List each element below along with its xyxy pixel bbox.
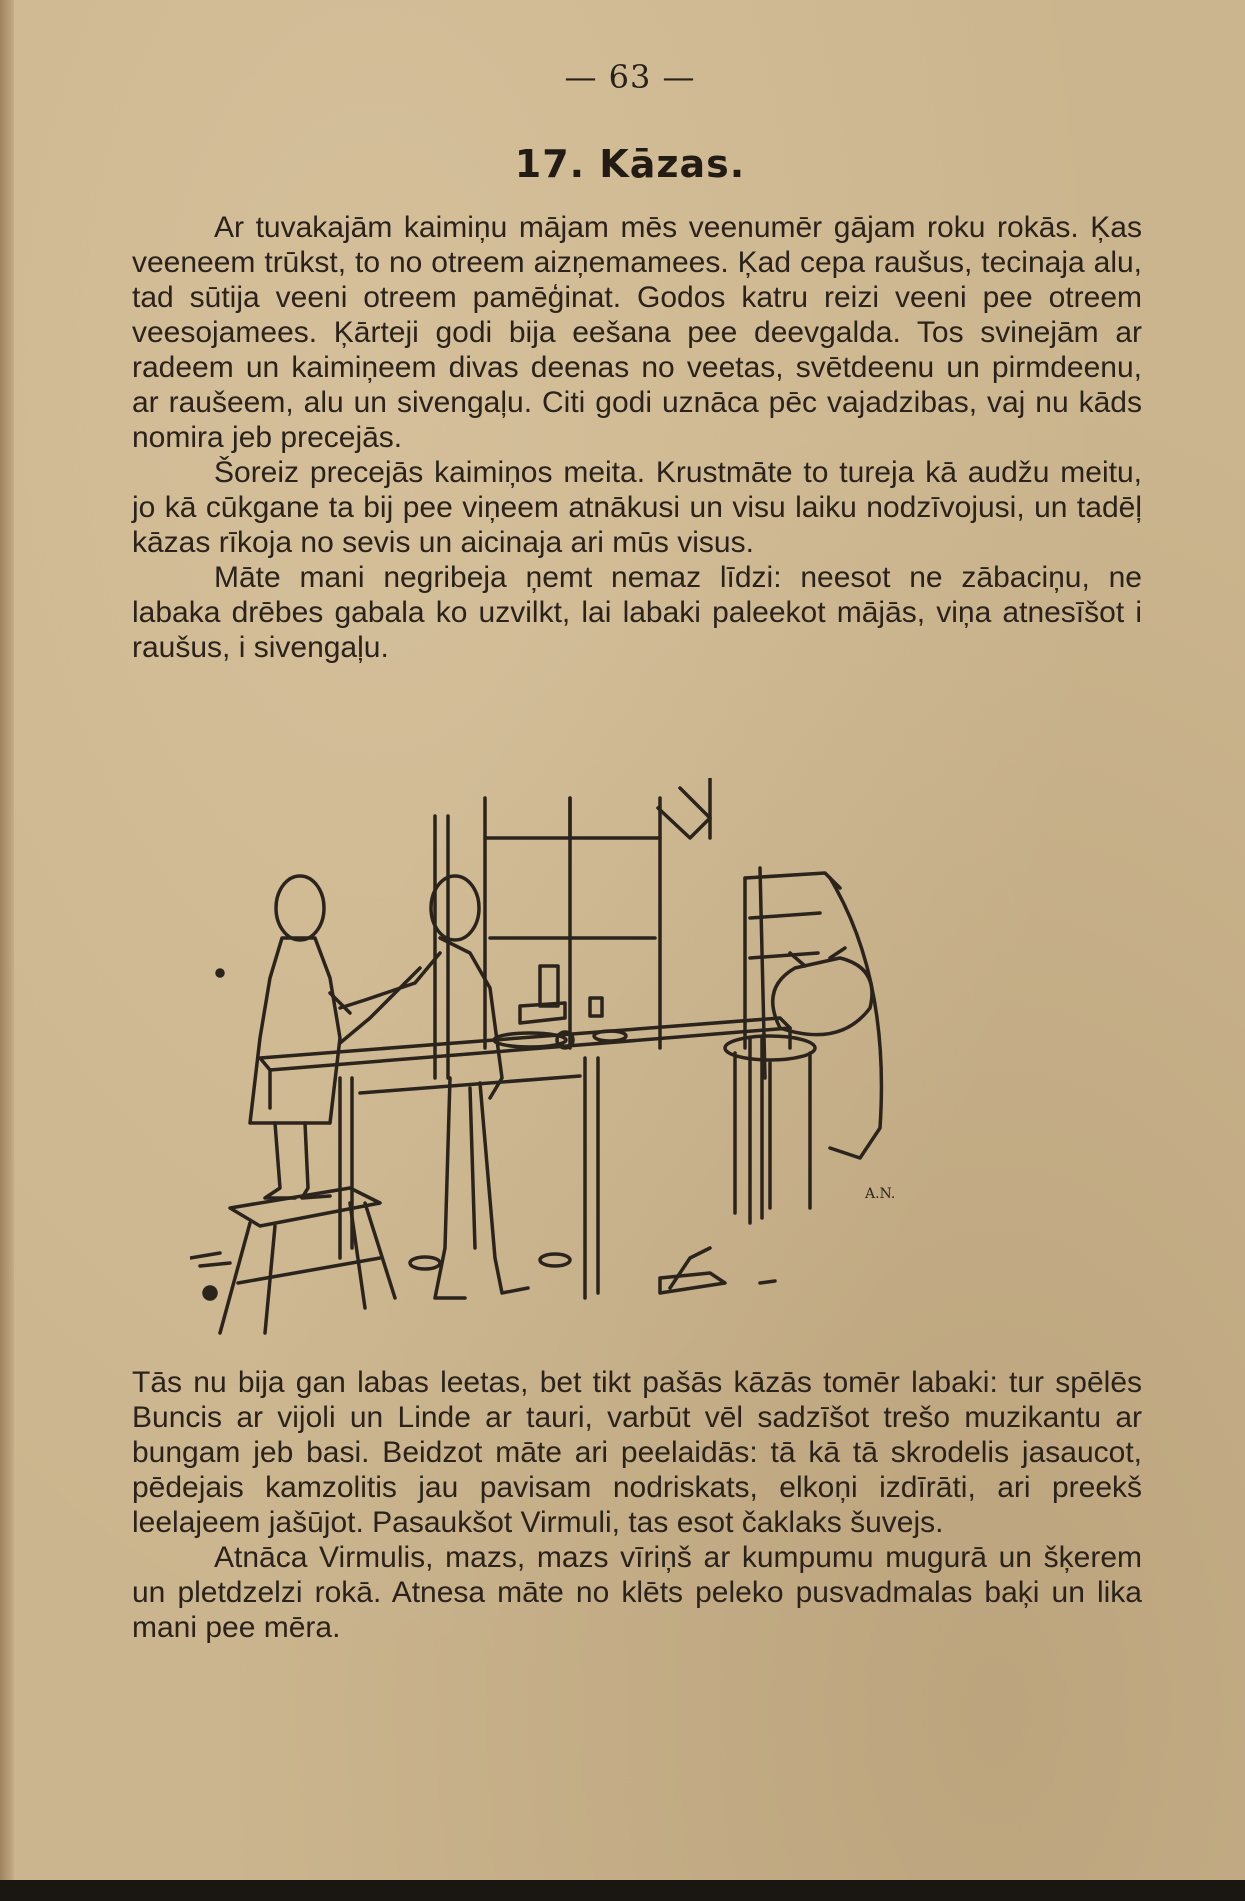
text-block-top	[132, 210, 1142, 665]
stool-drawing	[220, 1188, 395, 1333]
paragraph: Tās nu bija gan labas leetas, bet tikt pašās kāzās tomēr labaki: tur spēlēs Buncis ar vijoli un Linde ar tauri, varbūt vēl sadzīšot trešo muzikantu ar bungam jeb basi. Beidzot māte ari peelaidās: tā kā tā skrodelis jasaucot, pēdejais kamzolitis jau pavisam nodriskats, elkoņi izdīrāti, ari preekš leelajeem jašūjot. Pasaukšot Virmuli, tas esot čaklaks šuvejs.	[132, 1366, 1142, 1539]
chapter-title: 17. Kāzas.	[514, 142, 746, 186]
floor-scraps	[190, 970, 775, 1299]
paragraph: Ar tuvakajām kaimiņu mājam mēs veenumēr gājam roku rokās. Ķas veeneem trūkst, to no otreem aizņemamees. Ķad cepa raušus, tecinaja alu, tad sūtija veeni otreem pamēģinat. Godos katru reizi veeni pee otreem veesojamees. Ķārteji godi bija eešana pee deevgalda. Tos svinejām ar radeem un kaimiņeem divas deenas no veetas, svētdeenu un pirmdeenu, ar raušeem, alu un sivengaļu. Citi godi uznāca pēc vajadzibas, vaj nu kāds nomira jeb precejās.	[132, 211, 1142, 454]
page-edge	[0, 0, 14, 1901]
paragraph: Māte mani negribeja ņemt nemaz līdzi: neesot ne zābaciņu, ne labaka drēbes gabala ko uzvilkt, lai labaki paleekot mājās, viņa atnesīšot i raušus, i sivengaļu.	[132, 561, 1142, 664]
scan-border	[0, 1880, 1245, 1901]
text-block-bottom	[132, 1365, 1142, 1645]
paragraph: Atnāca Virmulis, mazs, mazs vīriņš ar kumpumu mugurā un šķerem un pletdzelzi rokā. Atnesa māte no klēts peleko pusvadmalas baķi un lika mani pee mēra.	[132, 1541, 1142, 1644]
page-number: — 63 —	[564, 58, 696, 96]
illustrator-signature: A.N.	[865, 1186, 896, 1202]
kitchen-scene-illustration	[190, 778, 1140, 1348]
child-figure	[250, 876, 350, 1198]
paragraph: Šoreiz precejās kaimiņos meita. Krustmāte to tureja kā audžu meitu, jo kā cūkgane ta bij pee viņeem atnākusi un visu laiku nodzīvojusi, un tadēļ kāzas rīkoja no sevis un aicinaja ari mūs visus.	[132, 456, 1142, 559]
